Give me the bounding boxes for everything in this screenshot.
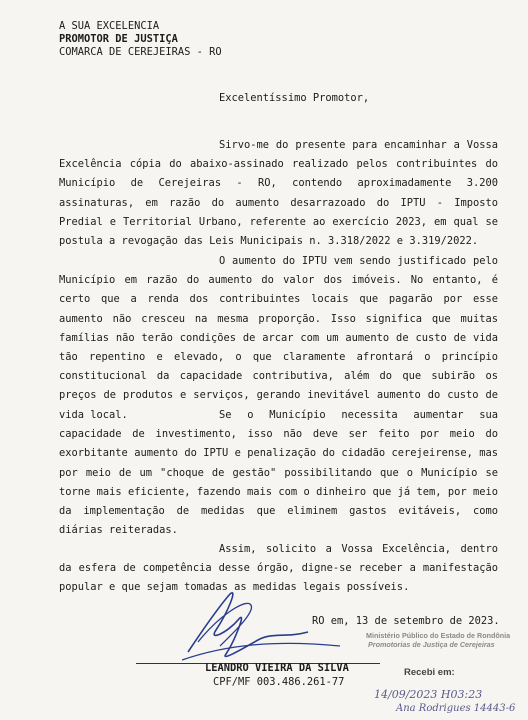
addressee-line-2: PROMOTOR DE JUSTIÇA xyxy=(59,33,178,45)
stamp-line-1: Ministério Público do Estado de Rondônia xyxy=(366,631,511,640)
paragraph-2: O aumento do IPTU vem sendo justificado pelo Município em razão do aumento do valor dos imóveis. No entanto, é certo que a renda dos contribuintes locais que pagarão por esse aumento não cresceu na mesma proporção. Isso significa que muitas famílias não terão condições de arcar com um aumento de custo de vida tão repentino e elevado, o que claramente afrontará o princípio constitucional da capacidade contributiva, além do que subirão os preços de produtos e serviços, gerando inevitável aumento do custo de vida local. xyxy=(59,255,498,421)
handwritten-receipt-signature: Ana Rodrigues 14443-6 xyxy=(396,703,516,714)
signer-name: LEANDRO VIEIRA DA SILVA xyxy=(205,662,349,674)
paragraph-3: Se o Município necessita aumentar sua capacidade de investimento, isso não deve ser feito por meio do exorbitante aumento do IPTU e penalização do cidadão cerejeirense, mas por meio de um "choque de gestão" possibilitando que o Município se torne mais eficiente, fazendo mais com o dinheiro que já tem, por meio da implementação de medidas que eliminem gastos evitáveis, como diárias reiteradas. xyxy=(59,409,498,537)
paragraph-1: Sirvo-me do presente para encaminhar a Vossa Excelência cópia do abaixo-assinado realizado pelos contribuintes do Município de Cerejeiras - RO, contendo aproximadamente 3.200 assinaturas, em razão do aumento desarrazoado do IPTU - Imposto Predial e Territorial Urbano, referente ao exercício 2023, em qual se postula a revogação das Leis Municipais n. 3.318/2022 e 3.319/2022. xyxy=(59,139,498,248)
received-label: Recebi em: xyxy=(404,667,455,678)
receipt-stamp xyxy=(366,631,526,649)
handwritten-receipt-date: 14/09/2023 H03:23 xyxy=(374,688,483,701)
salutation: Excelentíssimo Promotor, xyxy=(219,92,370,104)
paragraph-4: Assim, solicito a Vossa Excelência, dentro da esfera de competência desse órgão, digne-se receber a manifestação popular e que sejam tomadas as medidas legais possíveis. xyxy=(59,543,498,594)
addressee-block xyxy=(59,20,222,59)
handwritten-signature xyxy=(168,582,358,672)
addressee-line-3: COMARCA DE CEREJEIRAS - RO xyxy=(59,46,222,58)
addressee-line-1: A SUA EXCELENCIA xyxy=(59,20,160,32)
date-line: RO em, 13 de setembro de 2023. xyxy=(312,615,500,627)
stamp-line-2: Promotorias de Justiça de Cerejeiras xyxy=(368,640,495,649)
signer-cpf: CPF/MF 003.486.261-77 xyxy=(213,676,345,688)
